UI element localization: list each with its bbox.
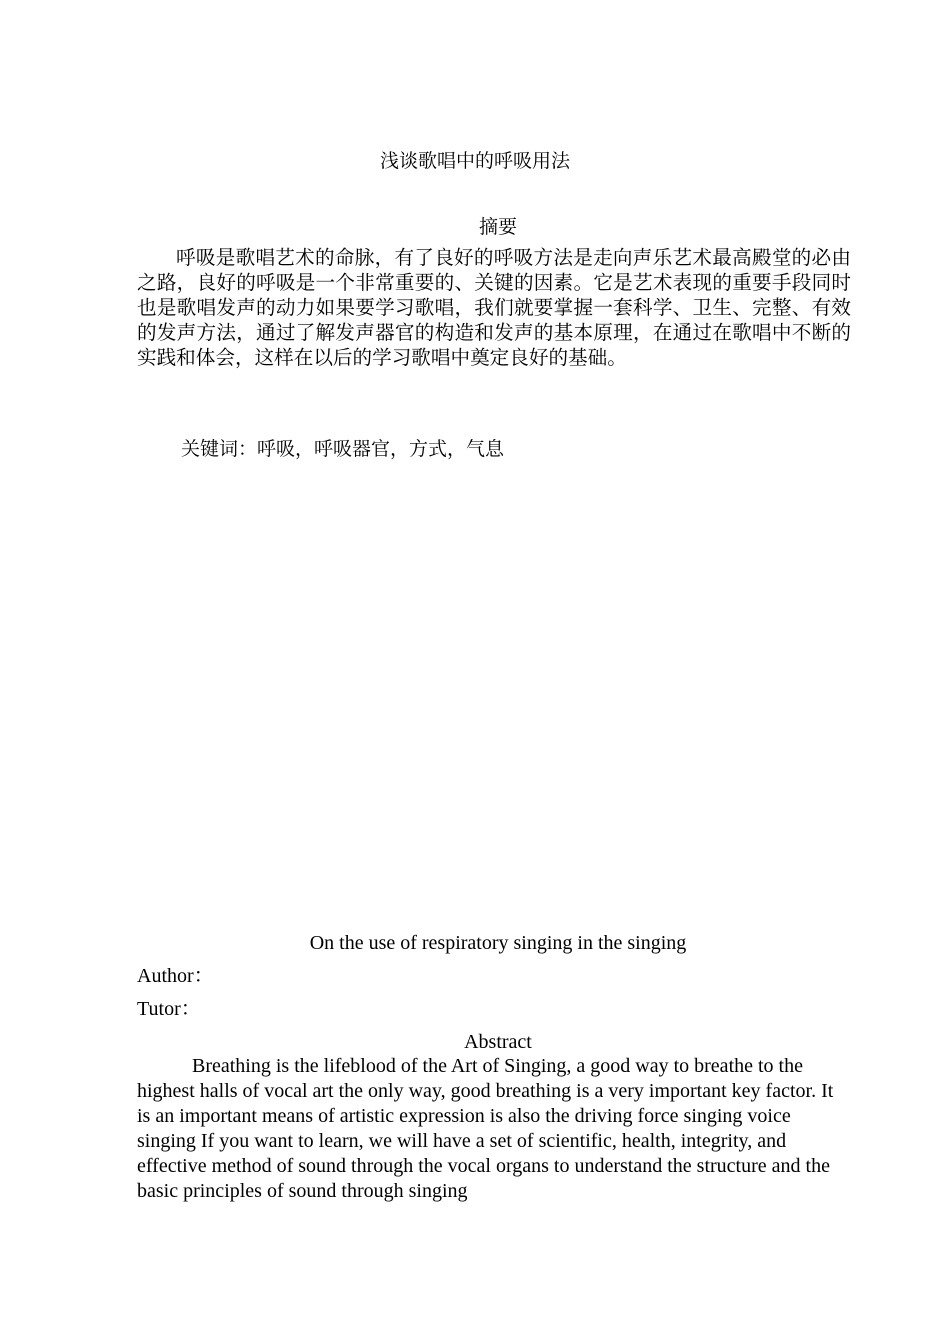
english-title: On the use of respiratory singing in the singing — [309, 932, 687, 954]
tutor-label: Tutor： — [137, 998, 201, 1020]
chinese-title: 浅谈歌唱中的呼吸用法 — [379, 150, 570, 172]
english-abstract-body: Breathing is the lifeblood of the Art of Singing, a good way to breathe to the highest halls of vocal art the only way, good breathing is a very important key factor. It is an important means of artistic expression is also the driving force singing voice singing If you want to learn, we will have a set of scientific, health, integrity, and effective method of sound through the vocal organs to understand the structure and the basic principles of sound through singing — [137, 1055, 834, 1202]
chinese-abstract-heading: 摘要 — [478, 216, 517, 238]
chinese-keywords — [181, 436, 841, 463]
keywords-list: 呼吸，呼吸器官，方式，气息 — [257, 438, 505, 460]
keywords-label: 关键词： — [181, 438, 258, 460]
author-label: Author： — [137, 965, 214, 987]
english-abstract-heading: Abstract — [464, 1031, 532, 1053]
chinese-abstract-body: 呼吸是歌唱艺术的命脉，有了良好的呼吸方法是走向声乐艺术最高殿堂的必由之路，良好的呼吸是一个非常重要的、关键的因素。它是艺术表现的重要手段同时也是歌唱发声的动力如果要学习歌唱，我们就要掌握一套科学、卫生、完整、有效的发声方法，通过了解发声器官的构造和发声的基本原理，在通过在歌唱中不断的实践和体会，这样在以后的学习歌唱中奠定良好的基础。 — [137, 248, 851, 369]
